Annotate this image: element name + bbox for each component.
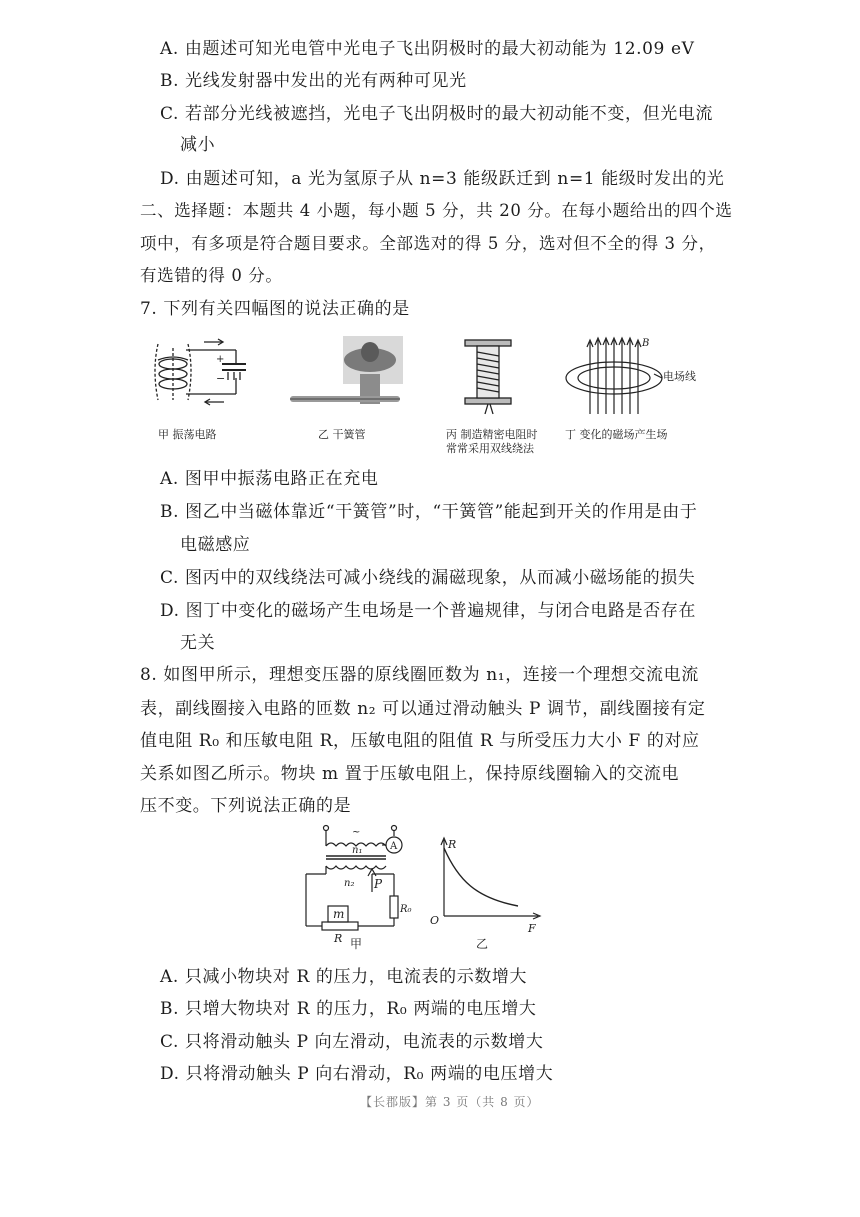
caption-fig-yi: 乙 (476, 937, 489, 951)
q8-stem-2: 表，副线圈接入电路的匝数 n₂ 可以通过滑动触头 P 调节，副线圈接有定 (140, 699, 706, 719)
axis-label-f: F (528, 922, 536, 935)
q6-option-a: A. 由题述可知光电管中光电子飞出阴极时的最大初动能为 12.09 eV (160, 39, 695, 59)
section-header-line1: 二、选择题：本题共 4 小题，每小题 5 分，共 20 分。在每小题给出的四个选 (140, 201, 733, 220)
q8-stem-1: 8. 如图甲所示，理想变压器的原线圈匝数为 n₁，连接一个理想交流电流 (140, 665, 699, 685)
caption-fig-jia: 甲 (350, 937, 363, 951)
q7-option-d-cont: 无关 (180, 633, 216, 653)
label-b: B (642, 338, 650, 349)
q8-option-b: B. 只增大物块对 R 的压力，R₀ 两端的电压增大 (160, 999, 537, 1019)
q6-option-c-cont: 减小 (180, 135, 216, 155)
label-n2: n₂ (344, 878, 355, 889)
q8-stem-5: 压不变。下列说法正确的是 (140, 796, 352, 816)
caption-jia: 甲 振荡电路 (158, 428, 217, 441)
q8-option-c: C. 只将滑动触头 P 向左滑动，电流表的示数增大 (160, 1032, 544, 1052)
origin-label: O (430, 914, 440, 927)
figure-reed-switch (288, 334, 408, 416)
label-n1: n₁ (352, 845, 363, 856)
figure-transformer-circuit (300, 822, 430, 952)
q7-option-a: A. 图甲中振荡电路正在充电 (160, 469, 379, 489)
q7-option-b: B. 图乙中当磁体靠近“干簧管”时，“干簧管”能起到开关的作用是由于 (160, 502, 698, 522)
label-p: P (374, 877, 383, 891)
svg-text:−: − (216, 372, 226, 385)
section-header-line3: 有选错的得 0 分。 (140, 266, 283, 285)
caption-bing-1: 丙 制造精密电阻时 (446, 428, 538, 441)
page-footer: 【长郡版】第 3 页（共 8 页） (360, 1095, 540, 1109)
section-header-line2: 项中，有多项是符合题目要求。全部选对的得 5 分，选对但不全的得 3 分， (140, 234, 716, 253)
label-field-line: 电场线 (663, 370, 696, 383)
figure-lc-circuit (148, 330, 248, 412)
q7-stem: 7. 下列有关四幅图的说法正确的是 (140, 299, 410, 319)
q7-option-c: C. 图丙中的双线绕法可减小绕线的漏磁现象，从而减小磁场能的损失 (160, 568, 696, 588)
q8-stem-4: 关系如图乙所示。物块 m 置于压敏电阻上，保持原线圈输入的交流电 (140, 764, 680, 784)
label-m: m (333, 907, 345, 921)
q6-option-b: B. 光线发射器中发出的光有两种可见光 (160, 71, 467, 91)
q6-option-d: D. 由题述可知，a 光为氢原子从 n=3 能级跃迁到 n=1 能级时发出的光 (160, 169, 725, 189)
figure-r-f-graph (426, 832, 546, 952)
q8-stem-3: 值电阻 R₀ 和压敏电阻 R，压敏电阻的阻值 R 与所受压力大小 F 的对应 (140, 731, 700, 751)
q7-option-b-cont: 电磁感应 (180, 535, 251, 555)
figure-bifilar-coil (455, 334, 525, 416)
axis-label-r: R (448, 838, 457, 851)
label-r: R (334, 932, 343, 945)
caption-yi: 乙 干簧管 (318, 428, 366, 441)
q8-option-d: D. 只将滑动触头 P 向右滑动，R₀ 两端的电压增大 (160, 1064, 554, 1084)
q6-option-c: C. 若部分光线被遮挡，光电子飞出阴极时的最大初动能不变，但光电流 (160, 104, 714, 124)
svg-text:+: + (216, 354, 225, 365)
caption-bing-2: 常常采用双线绕法 (446, 442, 534, 455)
q8-option-a: A. 只减小物块对 R 的压力，电流表的示数增大 (160, 967, 528, 987)
label-ac-tilde: ~ (352, 827, 361, 838)
caption-ding: 丁 变化的磁场产生场 (565, 428, 668, 441)
label-r0: R₀ (400, 904, 412, 915)
q7-option-d: D. 图丁中变化的磁场产生电场是一个普遍规律，与闭合电路是否存在 (160, 601, 697, 621)
ammeter-symbol: A (390, 841, 398, 852)
